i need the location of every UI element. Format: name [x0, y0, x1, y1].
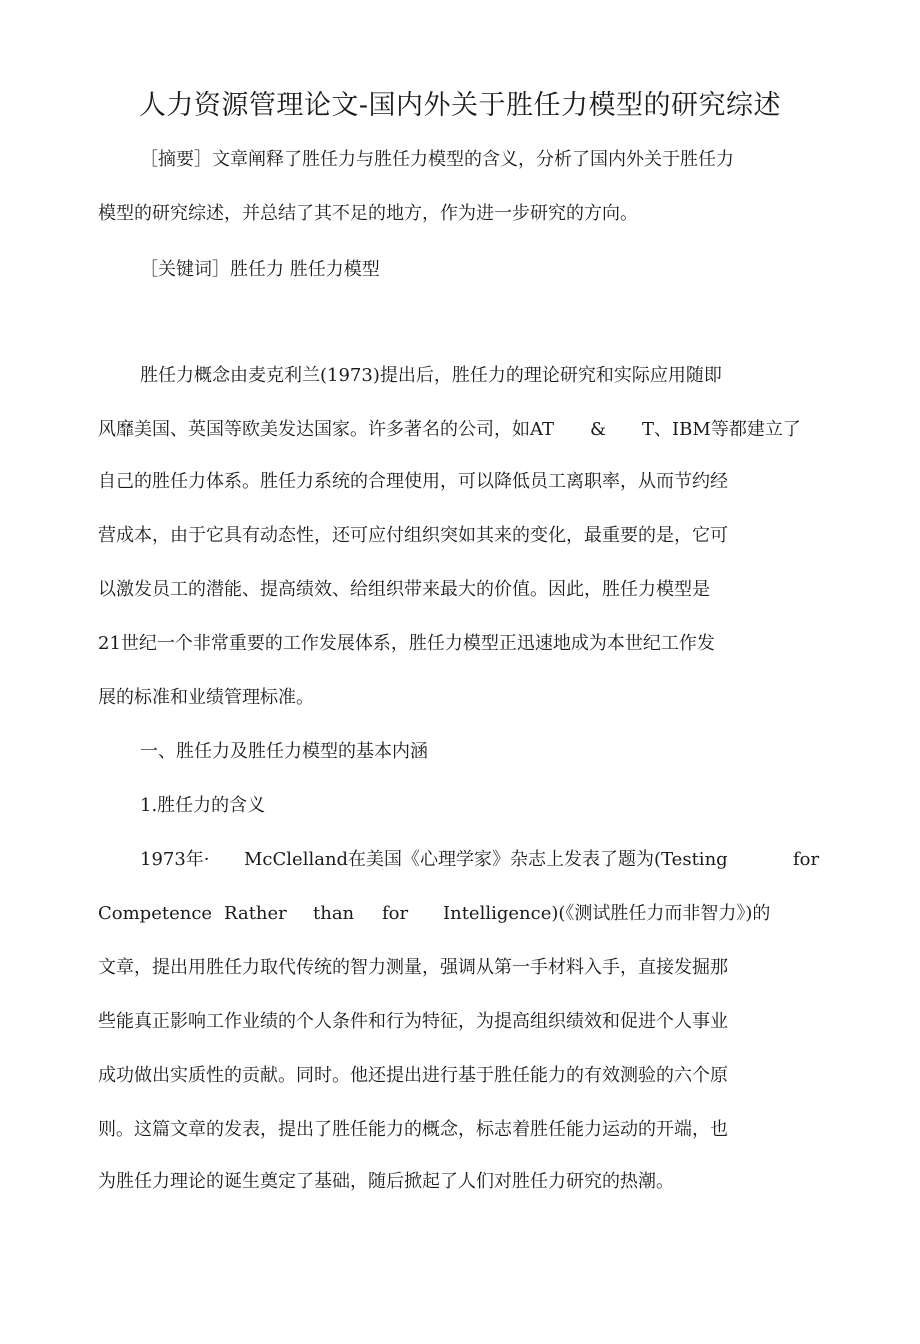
intro-line-4: 营成本，由于它具有动态性，还可应付组织突如其来的变化，最重要的是，它可 — [98, 525, 728, 546]
mcclelland-line-2e: Intelligence)(《测试胜任力而非智力》)的 — [443, 903, 771, 924]
intro-line-1: 胜任力概念由麦克利兰(1973)提出后，胜任力的理论研究和实际应用随即 — [140, 365, 722, 386]
intro-line-5: 以激发员工的潜能、提高绩效、给组织带来最大的价值。因此，胜任力模型是 — [98, 579, 710, 600]
mcclelland-line-2b: Rather — [224, 903, 287, 924]
mcclelland-line-7: 为胜任力理论的诞生奠定了基础，随后掀起了人们对胜任力研究的热潮。 — [98, 1171, 674, 1192]
section-heading: 一、胜任力及胜任力模型的基本内涵 — [140, 741, 428, 762]
mcclelland-line-4: 些能真正影响工作业绩的个人条件和行为特征，为提高组织绩效和促进个人事业 — [98, 1011, 728, 1032]
mcclelland-line-1a: 1973年· — [140, 849, 210, 870]
mcclelland-line-2c: than — [313, 903, 355, 924]
mcclelland-line-6: 则。这篇文章的发表，提出了胜任能力的概念，标志着胜任能力运动的开端，也 — [98, 1119, 728, 1140]
abstract-line-2: 模型的研究综述，并总结了其不足的地方，作为进一步研究的方向。 — [98, 203, 638, 224]
subsection-heading: 1.胜任力的含义 — [140, 795, 266, 816]
intro-line-2: 风靡美国、英国等欧美发达国家。许多著名的公司，如AT & T、IBM等都建立了 — [98, 419, 801, 440]
mcclelland-line-2d: for — [382, 903, 409, 924]
intro-line-3: 自己的胜任力体系。胜任力系统的合理使用，可以降低员工离职率，从而节约经 — [98, 471, 728, 492]
intro-line-6: 21世纪一个非常重要的工作发展体系，胜任力模型正迅速地成为本世纪工作发 — [98, 633, 715, 654]
mcclelland-line-3: 文章，提出用胜任力取代传统的智力测量，强调从第一手材料入手，直接发掘那 — [98, 957, 728, 978]
keywords-line: ［关键词］胜任力 胜任力模型 — [140, 259, 380, 280]
mcclelland-line-1c: for — [793, 849, 820, 870]
abstract-line-1: ［摘要］文章阐释了胜任力与胜任力模型的含义，分析了国内外关于胜任力 — [140, 149, 734, 170]
mcclelland-line-5: 成功做出实质性的贡献。同时。他还提出进行基于胜任能力的有效测验的六个原 — [98, 1065, 728, 1086]
mcclelland-line-2a: Competence — [98, 903, 213, 924]
mcclelland-line-1b: McClelland在美国《心理学家》杂志上发表了题为(Testing — [244, 849, 728, 870]
intro-line-7: 展的标准和业绩管理标准。 — [98, 687, 314, 708]
document-title: 人力资源管理论文-国内外关于胜任力模型的研究综述 — [138, 90, 782, 121]
